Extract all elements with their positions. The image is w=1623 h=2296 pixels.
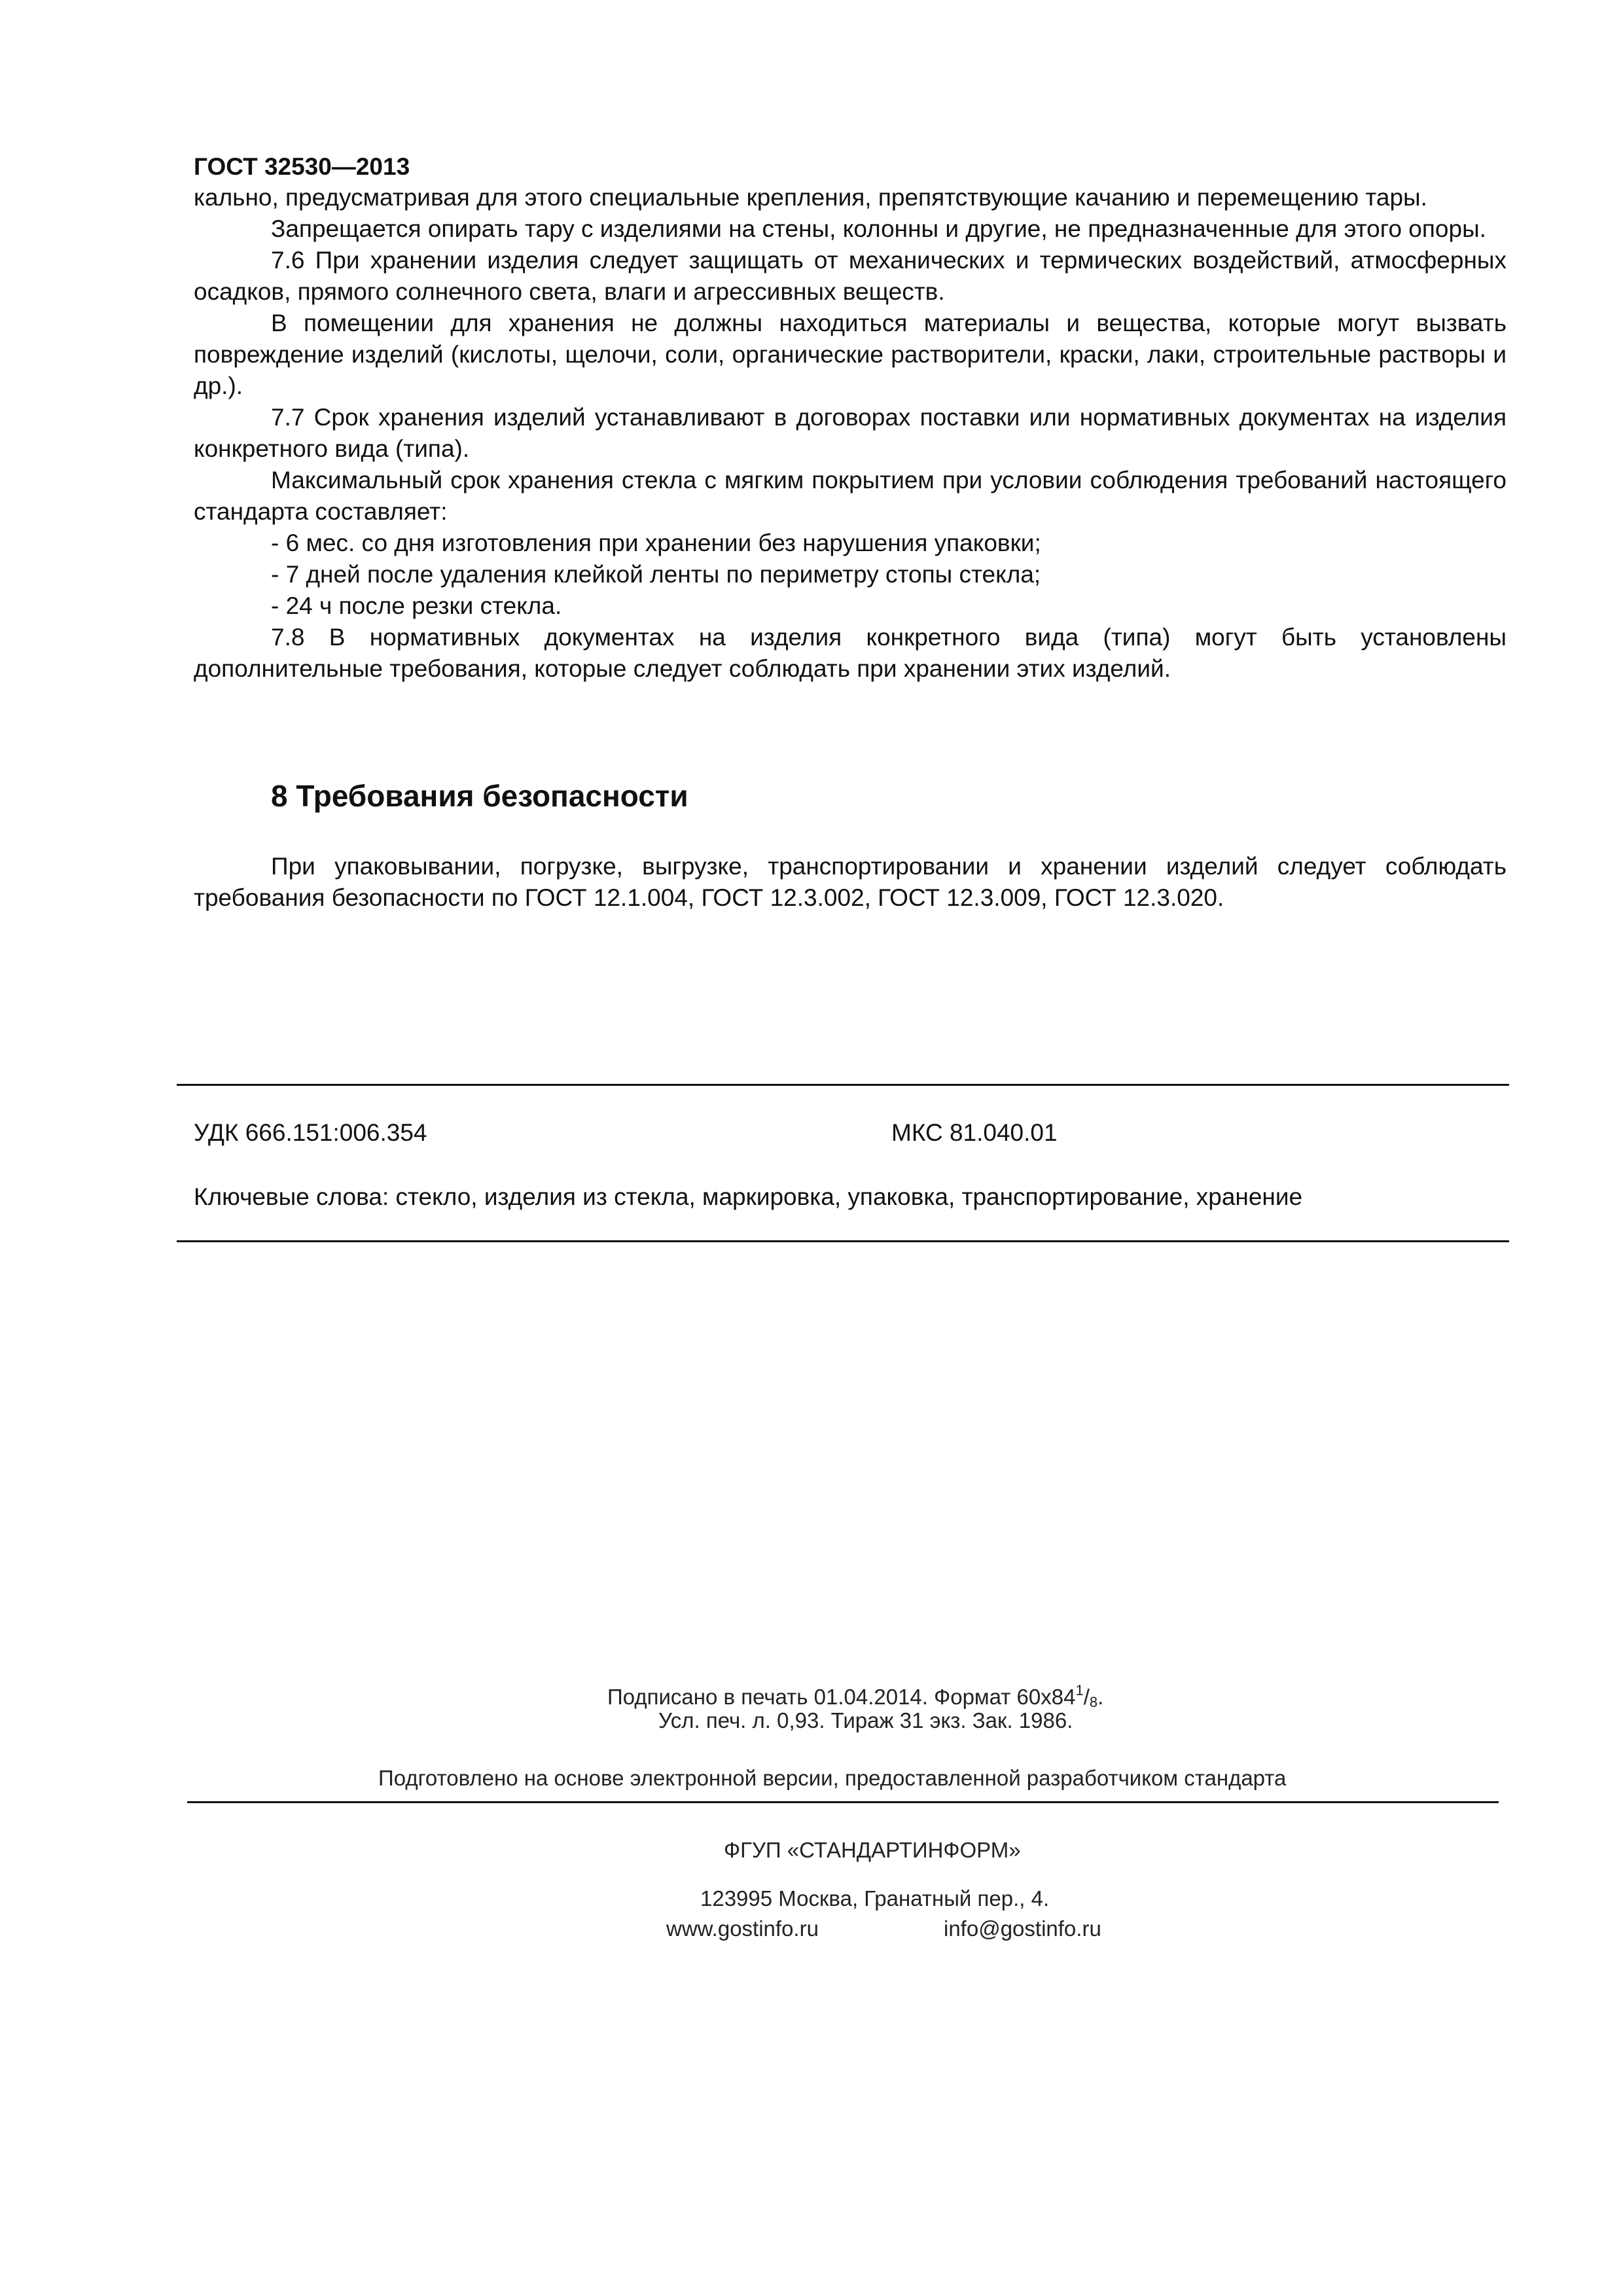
divider-top — [177, 1084, 1509, 1086]
divider-bottom — [177, 1240, 1509, 1242]
format-slash: / — [1083, 1685, 1090, 1709]
divider-footer — [187, 1801, 1499, 1803]
mks-code: МКС 81.040.01 — [891, 1119, 1058, 1146]
paragraph-support-prohibition: Запрещается опирать тару с изделиями на стены, колонны и другие, не предназначенные для этого опоры. — [271, 215, 1486, 242]
publisher-address: 123995 Москва, Гранатный пер., 4. — [700, 1886, 1050, 1910]
imprint-signed-text: Подписано в печать 01.04.2014. Формат 60x84 — [607, 1685, 1076, 1709]
section-8-title: 8 Требования безопасности — [271, 779, 688, 813]
paragraph-storage-room: В помещении для хранения не должны находиться материалы и вещества, которые могут вызвать повреждение изделий (кислоты, щелочи, соли, органические растворители, краски, лаки, строительные растворы и др.). — [194, 310, 1507, 399]
paragraph-max-storage: Максимальный срок хранения стекла с мягким покрытием при условии соблюдения требований настоящего стандарта составляет: — [194, 467, 1507, 525]
list-item: - 6 мес. со дня изготовления при хранении без нарушения упаковки; — [271, 529, 1041, 556]
format-numerator: 1 — [1075, 1682, 1084, 1698]
paragraph-7-6: 7.6 При хранении изделия следует защищать от механических и термических воздействий, атмосферных осадков, прямого солнечного света, влаги и агрессивных веществ. — [194, 247, 1507, 305]
list-item: - 7 дней после удаления клейкой ленты по периметру стопы стекла; — [271, 561, 1041, 588]
keywords-line: Ключевые слова: стекло, изделия из стекла, маркировка, упаковка, транспортирование, хранение — [194, 1183, 1303, 1210]
section-8-text: При упаковывании, погрузке, выгрузке, транспортировании и хранении изделий следует соблюдать требования безопасности по ГОСТ 12.1.004, ГОСТ 12.3.002, ГОСТ 12.3.009, ГОСТ 12.3.020. — [194, 853, 1507, 911]
udc-code: УДК 666.151:006.354 — [194, 1119, 427, 1146]
publisher-email[interactable]: info@gostinfo.ru — [944, 1916, 1101, 1941]
format-suffix: . — [1097, 1685, 1104, 1709]
format-denominator: 8 — [1089, 1694, 1098, 1710]
imprint-print-info: Усл. печ. л. 0,93. Тираж 31 экз. Зак. 1986. — [658, 1708, 1073, 1732]
publisher-name: ФГУП «СТАНДАРТИНФОРМ» — [724, 1838, 1021, 1862]
list-item: - 24 ч после резки стекла. — [271, 592, 562, 619]
publisher-website[interactable]: www.gostinfo.ru — [666, 1916, 819, 1941]
document-id-header: ГОСТ 32530—2013 — [194, 153, 410, 180]
storage-requirements-text — [194, 182, 1507, 685]
paragraph-7-8: 7.8 В нормативных документах на изделия конкретного вида (типа) могут быть установлены дополнительные требования, которые следует соблюдать при хранении этих изделий. — [194, 624, 1507, 682]
imprint-prepared-note: Подготовлено на основе электронной версии, предоставленной разработчиком стандарта — [378, 1766, 1287, 1790]
paragraph-continuation: кально, предусматривая для этого специальные крепления, препятствующие качанию и перемещению тары. — [194, 184, 1427, 211]
paragraph-7-7: 7.7 Срок хранения изделий устанавливают в договорах поставки или нормативных документах на изделия конкретного вида (типа). — [194, 404, 1507, 462]
